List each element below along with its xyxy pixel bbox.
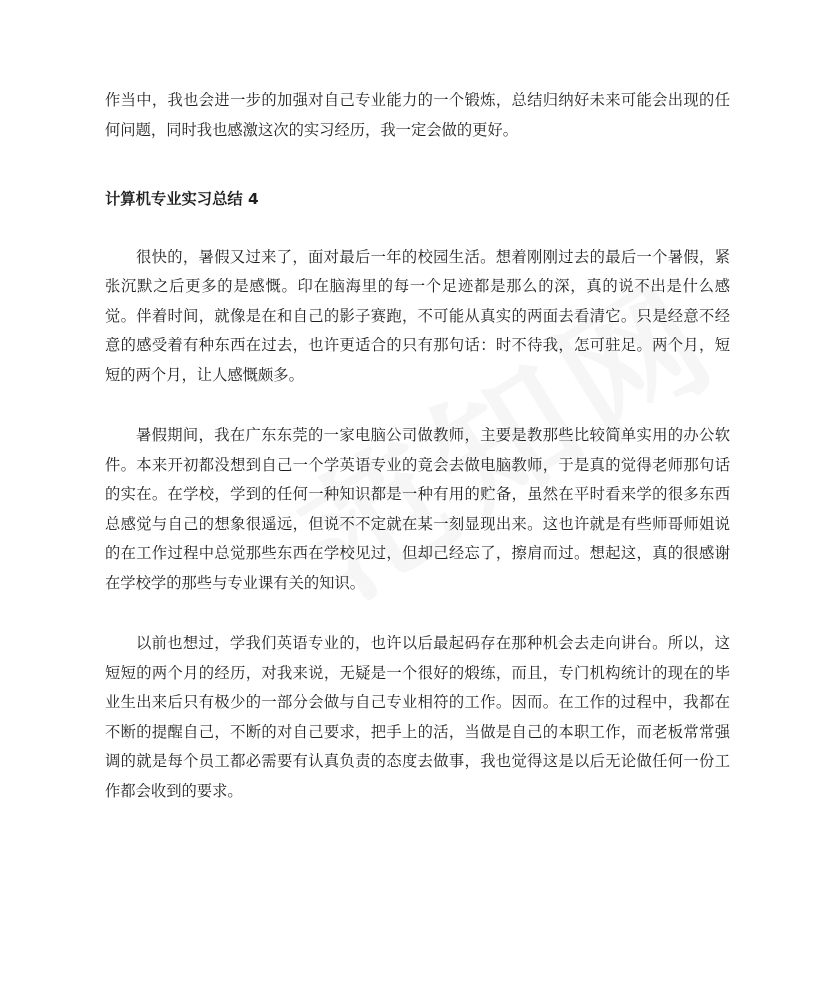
body-paragraph-3: 以前也想过，学我们英语专业的，也许以后最起码存在那种机会去走向讲台。所以，这短短的两个月的经历，对我来说，无疑是一个很好的煅练，而且，专门机构统计的现在的毕业生出来后只有极少的一部分会做与自己专业相符的工作。因而。在工作的过程中，我都在不断的提醒自己，不断的对自己要求，把手上的活，当做是自己的本职工作，而老板常常强调的就是每个员工都必需要有认真负责的态度去做事，我也觉得这是以后无论做任何一份工作都会收到的要求。	[105, 634, 730, 800]
intro-paragraph: 作当中，我也会进一步的加强对自己专业能力的一个锻炼，总结归纳好未来可能会出现的任何问题，同时我也感激这次的实习经历，我一定会做的更好。	[105, 91, 730, 139]
body-paragraph-2: 暑假期间，我在广东东莞的一家电脑公司做教师，主要是教那些比较简单实用的办公软件。本来开初都没想到自己一个学英语专业的竟会去做电脑教师，于是真的觉得老师那句话的实在。在学校，学到的任何一种知识都是一种有用的贮备，虽然在平时看来学的很多东西总感觉与自己的想象很遥远，但说不不定就在某一刻显现出来。这也许就是有些师哥师姐说的在工作过程中总觉那些东西在学校见过，但却己经忘了，擦肩而过。想起这，真的很感谢在学校学的那些与专业课有关的知识。	[105, 426, 730, 592]
section-title: 计算机专业实习总结 4	[105, 190, 259, 208]
body-paragraph-1: 很快的，暑假又过来了，面对最后一年的校园生活。想着刚刚过去的最后一个暑假，紧张沉默之后更多的是感慨。印在脑海里的每一个足迹都是那么的深，真的说不出是什么感觉。伴着时间，就像是在和自己的影子赛跑，不可能从真实的两面去看清它。只是经意不经意的感受着有种东西在过去，也许更适合的只有那句话：时不待我，怎可驻足。两个月，短短的两个月，让人感慨颇多。	[105, 247, 730, 384]
document-body	[105, 86, 730, 806]
